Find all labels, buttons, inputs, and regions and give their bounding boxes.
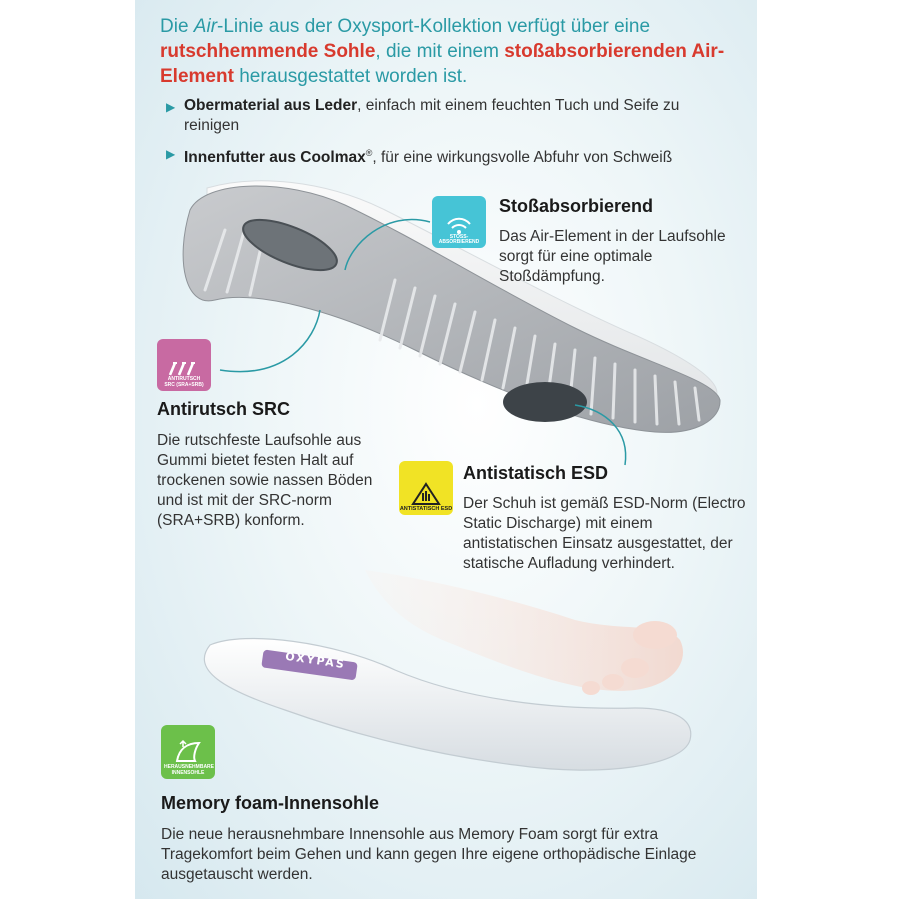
- memory-badge-label: HERAUSNEHMBARE INNENSOHLE: [164, 764, 215, 776]
- shock-title: Stoßabsorbierend: [499, 196, 654, 216]
- wifi-waves-icon: [444, 215, 474, 235]
- memory-title: Memory foam-Innensohle: [161, 793, 380, 813]
- antislip-title: Antirutsch SRC: [157, 399, 291, 419]
- memory-desc: Die neue herausnehmbare Innensohle aus Memory Foam sorgt für extra Tragekomfort beim Gehen und kann gegen Ihre eigene orthopädische Einlage ausgetauscht werden.: [161, 826, 697, 883]
- intro-text: Die: [160, 16, 194, 37]
- bullet-coolmax: [166, 143, 736, 168]
- bullet-text: , für eine wirkungsvolle Abfuhr von Schweiß: [372, 149, 673, 167]
- antislip-badge: [157, 339, 211, 391]
- intro-text: , die mit einem: [375, 41, 505, 62]
- intro-air-italic: Air: [193, 16, 218, 37]
- esd-badge: [399, 461, 453, 515]
- memory-badge: [161, 725, 215, 779]
- shock-desc: Das Air-Element in der Laufsohle sorgt für eine optimale Stoßdämpfung.: [499, 228, 726, 285]
- bullet-text: , einfach mit einem feuchten Tuch und Seife zu reinigen: [184, 97, 680, 134]
- esd-title: Antistatisch ESD: [463, 463, 609, 483]
- shock-badge: [432, 196, 486, 248]
- bullet-arrow-icon: ▶: [166, 147, 176, 161]
- esd-desc: Der Schuh ist gemäß ESD-Norm (Electro Static Discharge) mit einem antistatischen Einsatz ausgestattet, der statische Aufladung verhindert.: [463, 495, 746, 572]
- intro-paragraph: [160, 14, 740, 89]
- antislip-desc: Die rutschfeste Laufsohle aus Gummi bietet festen Halt auf trockenen sowie nassen Böden und ist mit der SRC-norm (SRA+SRB) konform.: [157, 432, 373, 529]
- intro-highlight: stoßabsorbierenden Air-Element: [160, 41, 725, 87]
- insole-icon: [173, 739, 203, 765]
- oxypas-logo: OXYPAS: [284, 649, 347, 672]
- antislip-badge-label: ANTIRUTSCH SRC (SRA+SRB): [164, 376, 204, 388]
- shock-badge-label: STOSS-ABSORBIEREND: [438, 234, 480, 245]
- registered-mark: ®: [365, 148, 373, 158]
- insole-illustration: [135, 560, 757, 790]
- intro-text: herausgestattet worden ist.: [233, 66, 468, 87]
- slip-arrows-icon: [167, 359, 201, 377]
- intro-highlight: rutschhemmende Sohle: [160, 41, 376, 62]
- bullet-arrow-icon: ▶: [166, 100, 176, 114]
- intro-text: -Linie aus der Oxysport-Kollektion verfügt über eine: [217, 16, 651, 37]
- bullet-leather: [166, 96, 736, 136]
- esd-hand-icon: [411, 482, 441, 506]
- esd-badge-label: ANTISTATISCH ESD: [399, 506, 453, 512]
- bullet-bold: Innenfutter aus Coolmax: [184, 149, 366, 167]
- bullet-bold: Obermaterial aus Leder: [184, 97, 358, 114]
